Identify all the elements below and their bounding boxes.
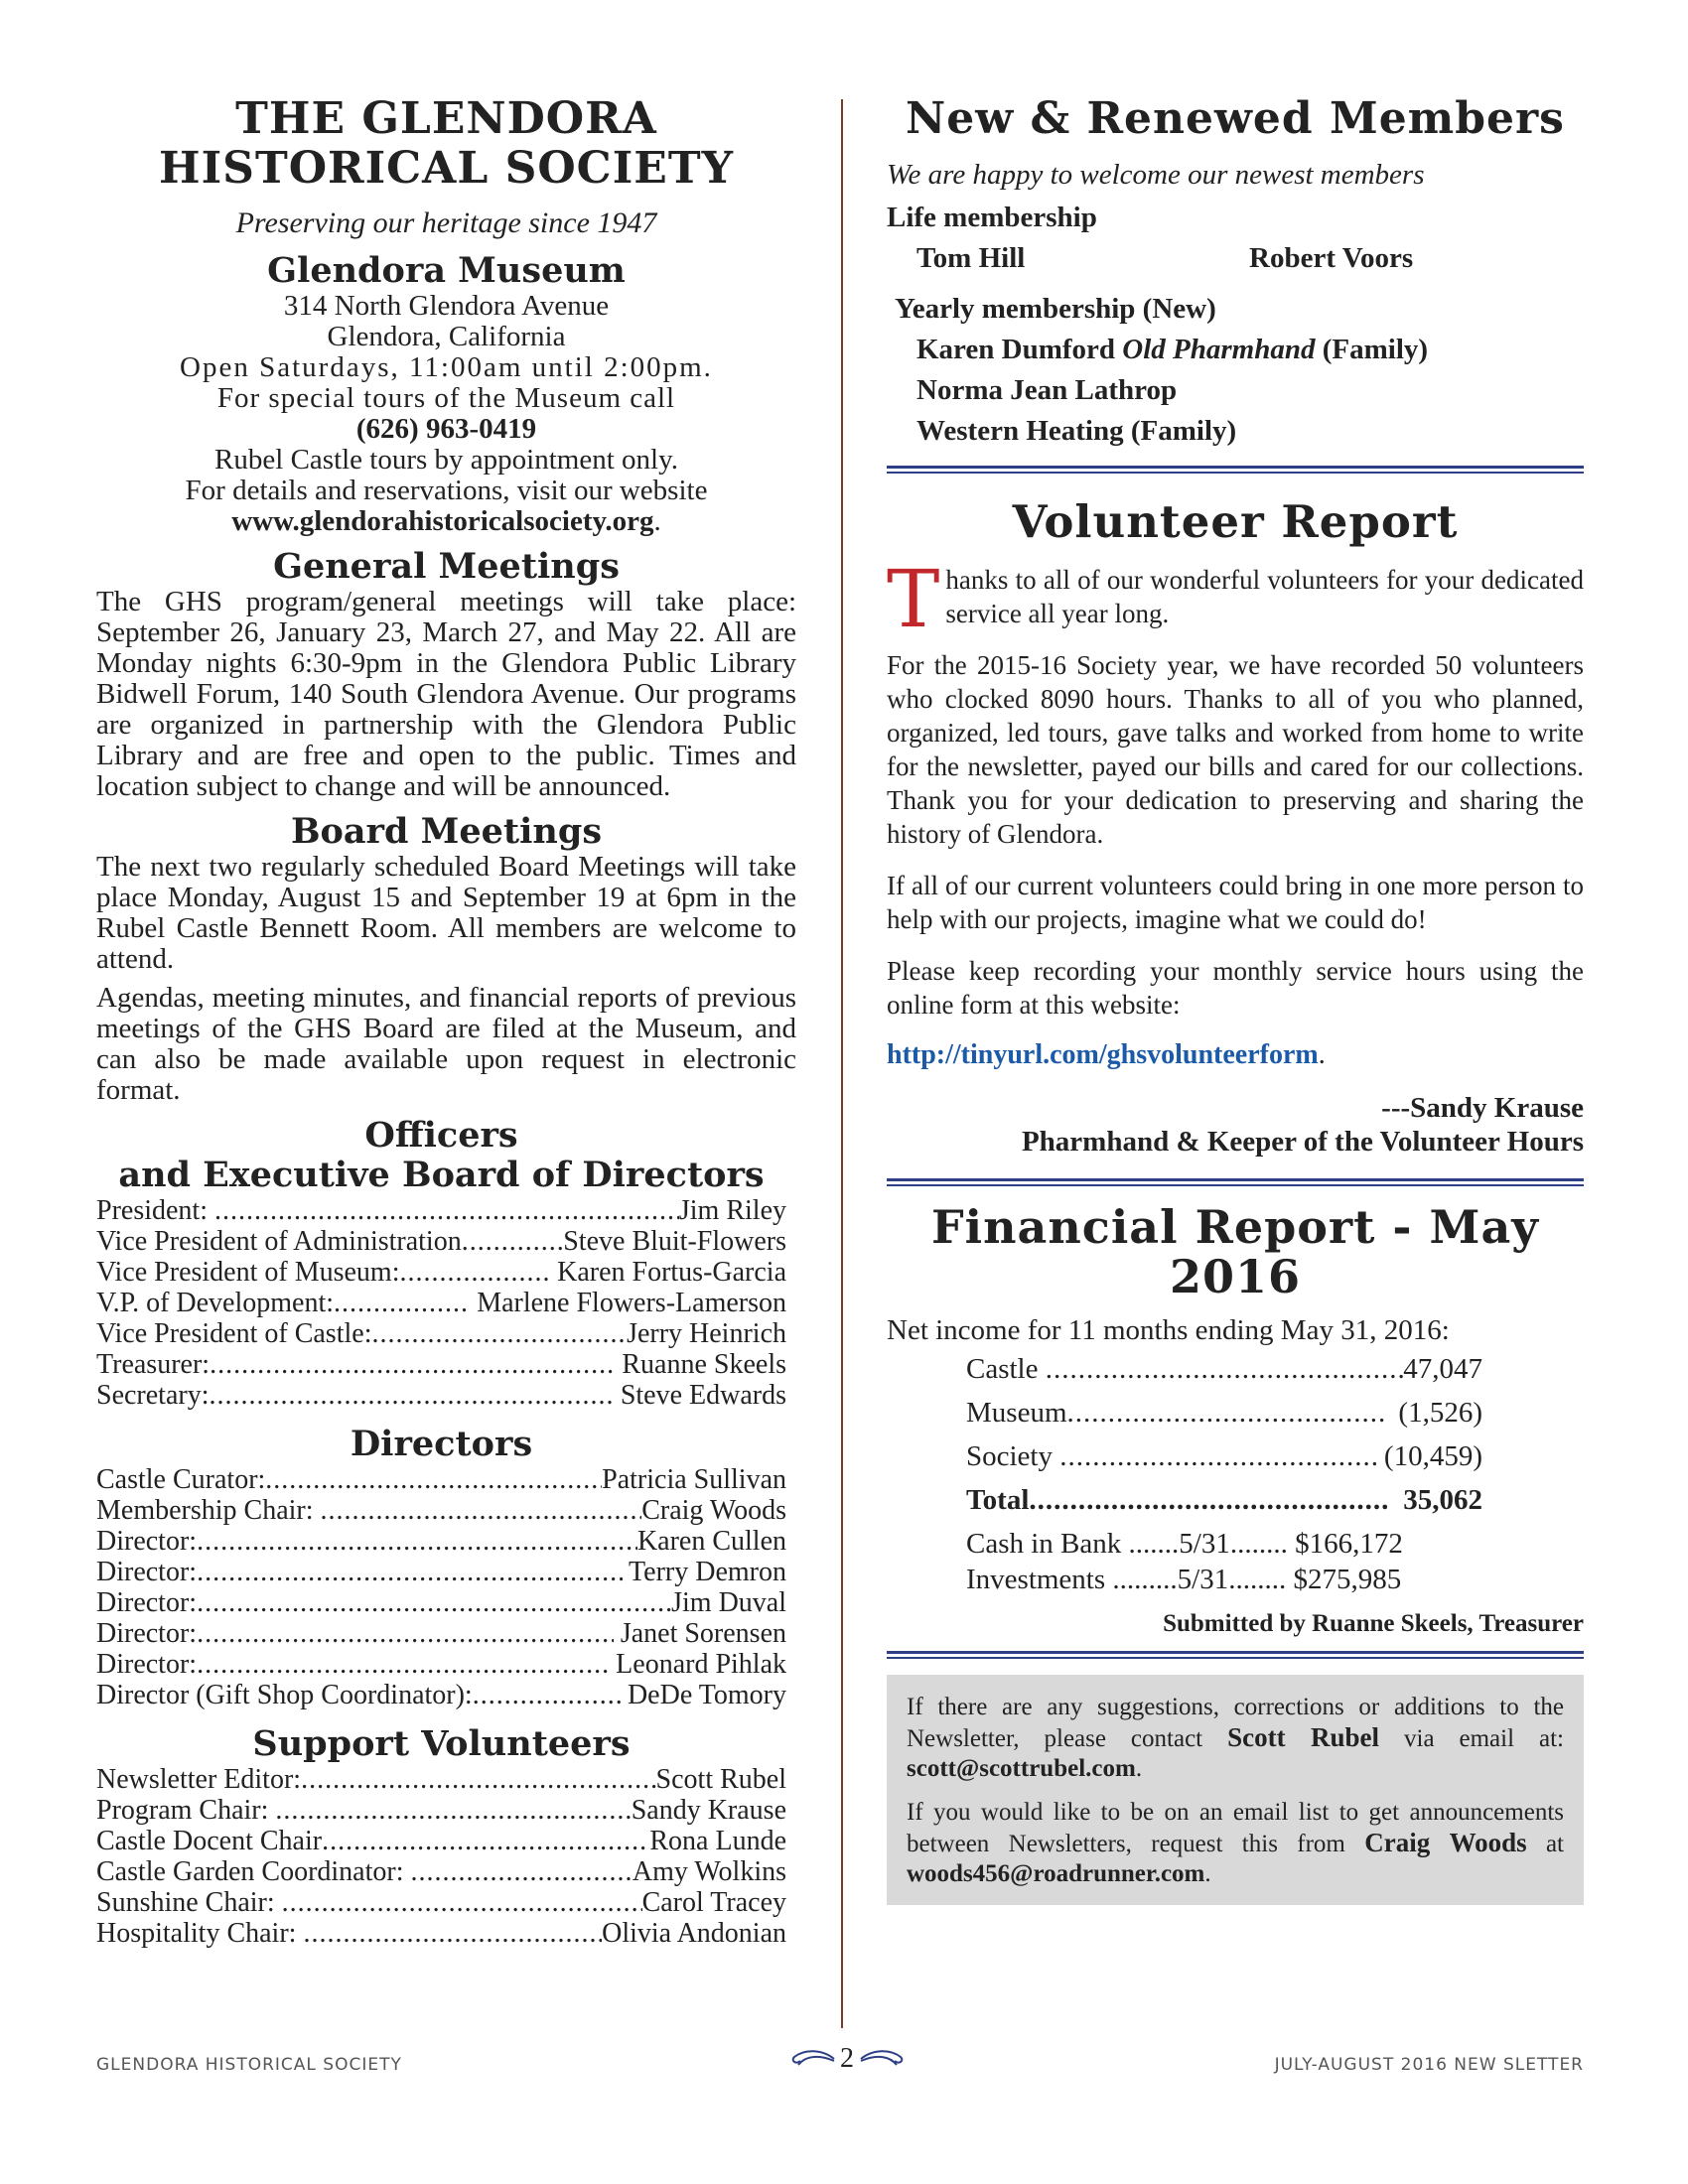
contact-text-1: If there are any suggestions, corrections or additions to the Newsletter, please contact [907, 1694, 1564, 1752]
director-row-label: Director (Gift Shop Coordinator): [96, 1680, 473, 1710]
support-row [96, 1856, 786, 1887]
contact-name-1: Scott Rubel [1227, 1722, 1380, 1752]
dot-leader [197, 1649, 609, 1680]
total-label: Total [966, 1484, 1030, 1516]
volunteer-link-row [887, 1039, 1584, 1071]
yearly-member-1 [887, 330, 1584, 370]
officer-row [96, 1349, 786, 1380]
support-list [96, 1764, 786, 1949]
newsletter-contact-box [887, 1675, 1584, 1905]
contact-paragraph-1 [907, 1693, 1564, 1784]
right-column [887, 94, 1584, 1905]
officer-row-name: Marlene Flowers-Lamerson [470, 1288, 786, 1318]
section-rule-thin [887, 1184, 1584, 1186]
life-members [887, 238, 1584, 279]
support-row [96, 1887, 786, 1918]
general-meetings-section [96, 547, 796, 802]
contact-name-2: Craig Woods [1364, 1828, 1527, 1857]
support-row-label: Newsletter Editor: [96, 1764, 302, 1795]
officer-row-label: Vice President of Museum: [96, 1257, 400, 1288]
director-row [96, 1680, 786, 1710]
contact-email-1[interactable]: scott@scottrubel.com [907, 1755, 1136, 1782]
museum-block [96, 251, 796, 537]
contact-period-1: . [1135, 1755, 1143, 1782]
section-rule-thin [887, 472, 1584, 474]
support-row-name: Olivia Andonian [602, 1918, 786, 1949]
board-meetings-section [96, 812, 796, 1106]
link-period: . [1318, 1039, 1326, 1070]
dot-leader [197, 1557, 622, 1587]
dot-leader [214, 1195, 679, 1226]
financial-row-value: (1,526) [1383, 1397, 1482, 1429]
dot-leader [265, 1464, 602, 1495]
investments: Investments .........5/31........ $275,985 [966, 1564, 1402, 1595]
left-column [96, 94, 796, 1949]
contact-paragraph-2 [907, 1798, 1564, 1889]
director-row-name: Karen Cullen [636, 1526, 786, 1557]
museum-city: Glendora, California [327, 321, 566, 352]
director-row-label: Castle Curator: [96, 1464, 266, 1495]
page-number-ornament [784, 2043, 911, 2075]
officers-heading: Officers [364, 1115, 518, 1156]
officer-row [96, 1257, 786, 1288]
board-records-text: Agendas, meeting minutes, and financial reports of previous meetings of the GHS Board are filed at the Museum, and can also be made available upon request in electronic format. [96, 982, 796, 1106]
contact-email-2[interactable]: woods456@roadrunner.com [907, 1860, 1205, 1887]
officer-row-label: Vice President of Administration [96, 1226, 462, 1257]
support-section [96, 1724, 786, 1949]
directors-section [96, 1425, 786, 1710]
section-rule [887, 1651, 1584, 1654]
volunteer-intro [887, 553, 1584, 645]
members-subtitle: We are happy to welcome our newest members [887, 159, 1425, 191]
yearly-member-1-title: Old Pharmhand [1122, 334, 1316, 365]
financial-row-label: Castle [966, 1353, 1046, 1385]
financial-row-value: 47,047 [1403, 1353, 1482, 1385]
footer-left: GLENDORA HISTORICAL SOCIETY [96, 2055, 402, 2075]
website-period: . [653, 505, 661, 537]
officers-list [96, 1195, 786, 1411]
director-row-name: Terry Demron [622, 1557, 786, 1587]
dot-leader [303, 1918, 602, 1949]
dot-leader [462, 1226, 564, 1257]
support-heading: Support Volunteers [252, 1723, 631, 1764]
volunteer-heading: Volunteer Report [1012, 495, 1459, 548]
director-row-name: Patricia Sullivan [602, 1464, 786, 1495]
directors-heading: Directors [350, 1424, 533, 1464]
society-title-line1: THE GLENDORA [235, 93, 657, 144]
volunteer-form-link[interactable]: http://tinyurl.com/ghsvolunteerform [887, 1039, 1319, 1070]
footer-right: JULY-AUGUST 2016 NEW SLETTER [1274, 2055, 1584, 2075]
volunteer-signature: ---Sandy Krause [1381, 1092, 1584, 1124]
officer-row [96, 1380, 786, 1411]
life-member-2: Robert Voors [1249, 242, 1414, 274]
dot-leader [371, 1318, 627, 1349]
support-row-name: Carol Tracey [641, 1887, 786, 1918]
board-meetings-text: The next two regularly scheduled Board Meetings will take place Monday, August 15 and September 19 at 6pm in the Rubel Castle Bennett Room. All members are welcome to attend. [96, 851, 796, 975]
financial-submitted: Submitted by Ruanne Skeels, Treasurer [1163, 1610, 1584, 1637]
dot-leader [197, 1587, 671, 1618]
museum-phone: (626) 963-0419 [355, 413, 537, 445]
right-swirl-icon [859, 2047, 911, 2071]
section-rule [887, 466, 1584, 469]
dot-leader [473, 1680, 621, 1710]
yearly-member-1-name: Karen Dumford [916, 334, 1123, 365]
life-membership-label: Life membership [887, 202, 1097, 233]
officer-row-label: President: [96, 1195, 214, 1226]
section-rule-thin [887, 1657, 1584, 1659]
dot-leader [410, 1856, 632, 1887]
director-row [96, 1526, 786, 1557]
officer-row [96, 1318, 786, 1349]
director-row-label: Director: [96, 1618, 198, 1649]
general-meetings-heading: General Meetings [273, 546, 620, 587]
volunteer-signature-title: Pharmhand & Keeper of the Volunteer Hours [1021, 1126, 1584, 1158]
officer-row-label: Treasurer: [96, 1349, 211, 1380]
yearly-member-1-suffix: (Family) [1315, 334, 1429, 365]
support-row-label: Hospitality Chair: [96, 1918, 304, 1949]
website-link[interactable]: www.glendorahistoricalsociety.org [231, 505, 654, 537]
financial-row-label: Society [966, 1440, 1060, 1472]
dot-leader [321, 1495, 642, 1526]
officer-row-label: Vice President of Castle: [96, 1318, 372, 1349]
financial-intro: Net income for 11 months ending May 31, 2016: [887, 1314, 1450, 1346]
dot-leader [301, 1764, 655, 1795]
support-row-label: Sunshine Chair: [96, 1887, 282, 1918]
support-row-label: Castle Garden Coordinator: [96, 1856, 411, 1887]
board-meetings-heading: Board Meetings [290, 811, 603, 852]
director-row [96, 1618, 786, 1649]
officer-row-name: Ruanne Skeels [615, 1349, 786, 1380]
director-row-label: Director: [96, 1526, 198, 1557]
director-row-name: Leonard Pihlak [609, 1649, 786, 1680]
volunteer-intro-text: hanks to all of our wonderful volunteers for your dedicated service all year long. [945, 565, 1584, 628]
general-meetings-text: The GHS program/general meetings will take place: September 26, January 23, March 27, and May 22. All are Monday nights 6:30-9pm in the Glendora Public Library Bidwell Forum, 140 South Glendora Avenue. Our programs are organized in partnership with the Glendora Public Library and are free and open to the public. Times and location subject to change and will be announced. [96, 586, 796, 802]
volunteer-para-3: Please keep recording your monthly service hours using the online form at this website: [887, 956, 1584, 1020]
officer-row [96, 1288, 786, 1318]
dot-leader [282, 1887, 642, 1918]
director-row-name: DeDe Tomory [620, 1680, 786, 1710]
officer-row-name: Jim Riley [678, 1195, 786, 1226]
director-row-name: Janet Sorensen [613, 1618, 786, 1649]
museum-address: 314 North Glendora Avenue [283, 290, 610, 322]
officers-subheading: and Executive Board of Directors [118, 1155, 765, 1195]
financial-row [966, 1347, 1482, 1391]
financial-total-row [966, 1478, 1482, 1522]
director-row-label: Membership Chair: [96, 1495, 321, 1526]
contact-text-3: If you would like to be on an email list to get announcements between Newsletters, request this from [907, 1799, 1564, 1857]
cash-in-bank: Cash in Bank .......5/31........ $166,172 [966, 1528, 1403, 1560]
masthead [96, 94, 796, 241]
dot-leader [197, 1526, 637, 1557]
volunteer-para-2: If all of our current volunteers could bring in one more person to help with our projects, imagine what we could do! [887, 871, 1584, 934]
officer-row-label: Secretary: [96, 1380, 210, 1411]
support-row [96, 1826, 786, 1856]
yearly-member-2: Norma Jean Lathrop [916, 374, 1178, 406]
director-row-label: Director: [96, 1649, 198, 1680]
society-title-line2: HISTORICAL SOCIETY [159, 143, 734, 194]
director-row-name: Craig Woods [641, 1495, 786, 1526]
dot-leader [1059, 1434, 1376, 1478]
support-row [96, 1764, 786, 1795]
directors-list [96, 1464, 786, 1710]
director-row-name: Jim Duval [671, 1587, 786, 1618]
officer-row [96, 1195, 786, 1226]
yearly-member-3: Western Heating (Family) [916, 415, 1237, 447]
director-row [96, 1495, 786, 1526]
yearly-membership-label: Yearly membership (New) [895, 293, 1216, 325]
life-member-1: Tom Hill [916, 242, 1026, 274]
officer-row-name: Steve Bluit-Flowers [563, 1226, 786, 1257]
dot-leader [210, 1349, 615, 1380]
left-swirl-icon [784, 2047, 836, 2071]
contact-text-2: via email at: [1379, 1725, 1564, 1752]
director-row-label: Director: [96, 1557, 198, 1587]
column-divider [841, 99, 843, 2028]
support-row-name: Amy Wolkins [632, 1856, 786, 1887]
support-row-label: Castle Docent Chair [96, 1826, 323, 1856]
total-value: 35,062 [1388, 1484, 1482, 1516]
support-row-name: Rona Lunde [649, 1826, 786, 1856]
director-row [96, 1557, 786, 1587]
dot-leader [210, 1380, 614, 1411]
support-row-name: Sandy Krause [631, 1795, 786, 1826]
dot-leader [322, 1826, 649, 1856]
tagline: Preserving our heritage since 1947 [235, 206, 657, 239]
financial-row [966, 1434, 1482, 1478]
dot-leader [275, 1795, 631, 1826]
contact-text-4: at [1526, 1831, 1565, 1857]
members-heading: New & Renewed Members [906, 93, 1565, 144]
officer-row-name: Steve Edwards [613, 1380, 786, 1411]
financial-row-value: (10,459) [1376, 1440, 1482, 1472]
dot-leader [1067, 1391, 1384, 1434]
director-row [96, 1649, 786, 1680]
support-row [96, 1918, 786, 1949]
financial-row [966, 1391, 1482, 1434]
dot-leader [1046, 1347, 1404, 1391]
officer-row [96, 1226, 786, 1257]
dot-leader [334, 1288, 470, 1318]
financial-list [887, 1347, 1584, 1478]
museum-tours: For special tours of the Museum call [216, 382, 676, 414]
director-row [96, 1587, 786, 1618]
museum-name: Glendora Museum [267, 250, 626, 291]
castle-tours-note: Rubel Castle tours by appointment only. [214, 444, 678, 476]
director-row-label: Director: [96, 1587, 198, 1618]
dropcap-letter: T [887, 553, 940, 645]
support-row-name: Scott Rubel [655, 1764, 786, 1795]
dot-leader [197, 1618, 614, 1649]
museum-hours: Open Saturdays, 11:00am until 2:00pm. [180, 351, 713, 383]
officer-row-label: V.P. of Development: [96, 1288, 335, 1318]
director-row [96, 1464, 786, 1495]
financial-heading: Financial Report - May 2016 [930, 1200, 1539, 1303]
contact-period-2: . [1204, 1860, 1211, 1887]
officer-row-name: Karen Fortus-Garcia [550, 1257, 786, 1288]
financial-row-label: Museum [966, 1397, 1067, 1429]
volunteer-para-1: For the 2015-16 Society year, we have recorded 50 volunteers who clocked 8090 hours. Thanks to all of you who planned, organized, led tours, gave talks and worked from home to write for the newsletter, payed our bills and cared for our collections. Thank you for your dedication to preserving and sharing the history of Glendora. [887, 650, 1584, 849]
support-row [96, 1795, 786, 1826]
dot-leader [399, 1257, 550, 1288]
page-number: 2 [840, 2043, 855, 2074]
officers-section [96, 1116, 786, 1411]
website-note: For details and reservations, visit our website [185, 475, 708, 506]
section-rule [887, 1178, 1584, 1181]
total-leader [1029, 1478, 1388, 1522]
officer-row-name: Jerry Heinrich [627, 1318, 786, 1349]
support-row-label: Program Chair: [96, 1795, 276, 1826]
